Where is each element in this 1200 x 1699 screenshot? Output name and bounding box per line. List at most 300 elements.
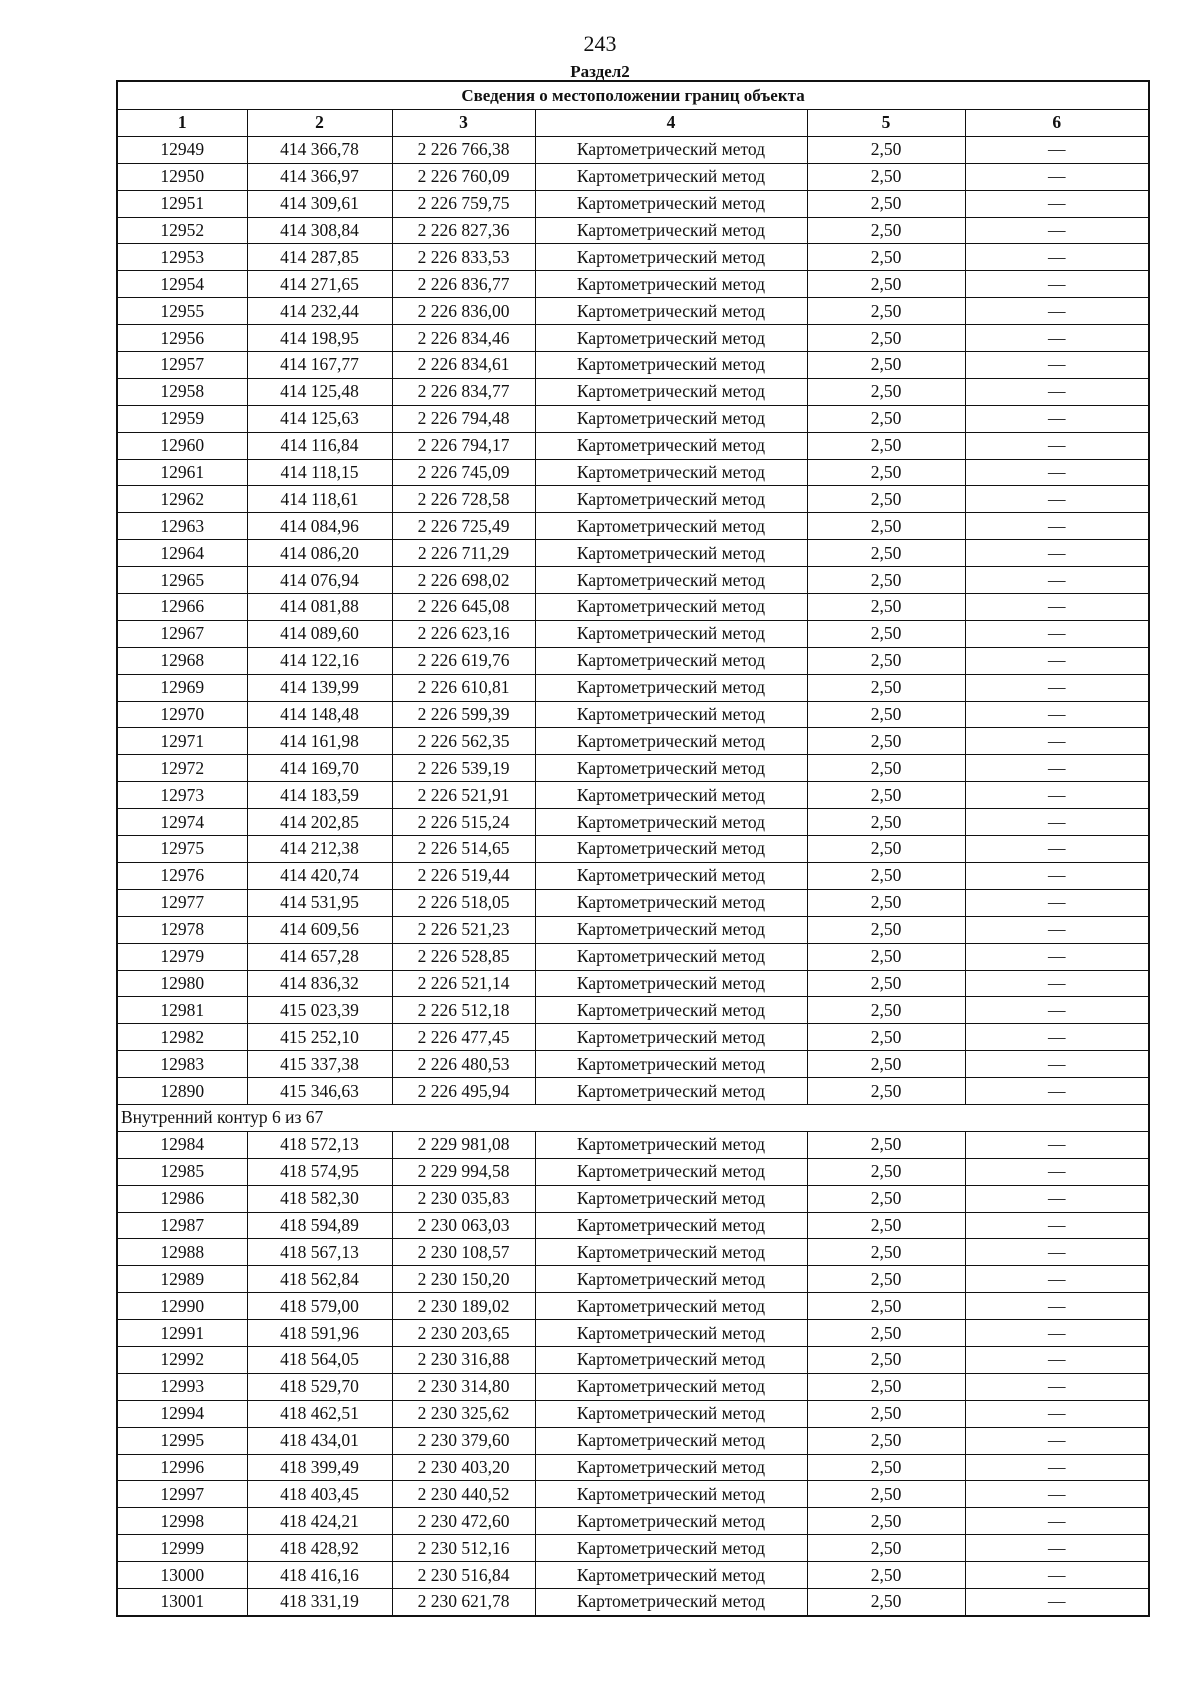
point-number-cell: 12980 — [117, 970, 247, 997]
method-cell: Картометрический метод — [535, 1588, 807, 1615]
accuracy-cell: 2,50 — [807, 1131, 965, 1158]
table-row — [117, 486, 1149, 513]
x-coordinate-cell: 418 424,21 — [247, 1508, 392, 1535]
table-row — [117, 647, 1149, 674]
point-number-cell: 12998 — [117, 1508, 247, 1535]
table-row — [117, 1185, 1149, 1212]
column-number-3: 3 — [392, 110, 535, 137]
y-coordinate-cell: 2 226 794,48 — [392, 405, 535, 432]
description-cell: — — [965, 217, 1149, 244]
table-row — [117, 1346, 1149, 1373]
accuracy-cell: 2,50 — [807, 271, 965, 298]
table-row — [117, 271, 1149, 298]
y-coordinate-cell: 2 230 512,16 — [392, 1535, 535, 1562]
x-coordinate-cell: 414 125,48 — [247, 378, 392, 405]
description-cell: — — [965, 809, 1149, 836]
description-cell: — — [965, 1588, 1149, 1615]
table-row — [117, 997, 1149, 1024]
accuracy-cell: 2,50 — [807, 728, 965, 755]
y-coordinate-cell: 2 230 379,60 — [392, 1427, 535, 1454]
description-cell: — — [965, 674, 1149, 701]
method-cell: Картометрический метод — [535, 1346, 807, 1373]
point-number-cell: 13000 — [117, 1562, 247, 1589]
method-cell: Картометрический метод — [535, 1266, 807, 1293]
y-coordinate-cell: 2 226 698,02 — [392, 567, 535, 594]
accuracy-cell: 2,50 — [807, 567, 965, 594]
table-row — [117, 432, 1149, 459]
y-coordinate-cell: 2 226 515,24 — [392, 809, 535, 836]
x-coordinate-cell: 418 564,05 — [247, 1346, 392, 1373]
table-row — [117, 540, 1149, 567]
x-coordinate-cell: 414 657,28 — [247, 943, 392, 970]
accuracy-cell: 2,50 — [807, 1481, 965, 1508]
accuracy-cell: 2,50 — [807, 889, 965, 916]
x-coordinate-cell: 418 416,16 — [247, 1562, 392, 1589]
point-number-cell: 12999 — [117, 1535, 247, 1562]
x-coordinate-cell: 414 122,16 — [247, 647, 392, 674]
table-row — [117, 1400, 1149, 1427]
accuracy-cell: 2,50 — [807, 244, 965, 271]
method-cell: Картометрический метод — [535, 1400, 807, 1427]
table-row — [117, 325, 1149, 352]
table-row — [117, 136, 1149, 163]
x-coordinate-cell: 418 529,70 — [247, 1373, 392, 1400]
method-cell: Картометрический метод — [535, 244, 807, 271]
description-cell: — — [965, 943, 1149, 970]
description-cell: — — [965, 701, 1149, 728]
y-coordinate-cell: 2 226 728,58 — [392, 486, 535, 513]
point-number-cell: 12951 — [117, 190, 247, 217]
x-coordinate-cell: 415 252,10 — [247, 1024, 392, 1051]
x-coordinate-cell: 418 403,45 — [247, 1481, 392, 1508]
point-number-cell: 12964 — [117, 540, 247, 567]
x-coordinate-cell: 414 148,48 — [247, 701, 392, 728]
x-coordinate-cell: 414 076,94 — [247, 567, 392, 594]
table-caption: Сведения о местоположении границ объекта — [117, 81, 1149, 110]
point-number-cell: 12949 — [117, 136, 247, 163]
y-coordinate-cell: 2 226 833,53 — [392, 244, 535, 271]
point-number-cell: 12968 — [117, 647, 247, 674]
method-cell: Картометрический метод — [535, 190, 807, 217]
table-row — [117, 809, 1149, 836]
y-coordinate-cell: 2 229 994,58 — [392, 1158, 535, 1185]
x-coordinate-cell: 414 084,96 — [247, 513, 392, 540]
description-cell: — — [965, 298, 1149, 325]
accuracy-cell: 2,50 — [807, 486, 965, 513]
table-row — [117, 1562, 1149, 1589]
description-cell: — — [965, 190, 1149, 217]
description-cell: — — [965, 862, 1149, 889]
point-number-cell: 12981 — [117, 997, 247, 1024]
point-number-cell: 12993 — [117, 1373, 247, 1400]
point-number-cell: 12950 — [117, 163, 247, 190]
description-cell: — — [965, 405, 1149, 432]
point-number-cell: 12974 — [117, 809, 247, 836]
point-number-cell: 12986 — [117, 1185, 247, 1212]
point-number-cell: 12963 — [117, 513, 247, 540]
point-number-cell: 12978 — [117, 916, 247, 943]
point-number-cell: 12996 — [117, 1454, 247, 1481]
table-caption-row — [117, 81, 1149, 110]
x-coordinate-cell: 415 337,38 — [247, 1051, 392, 1078]
table-row — [117, 1266, 1149, 1293]
point-number-cell: 12992 — [117, 1346, 247, 1373]
accuracy-cell: 2,50 — [807, 1051, 965, 1078]
section-title: Раздел2 — [570, 62, 630, 81]
y-coordinate-cell: 2 226 836,77 — [392, 271, 535, 298]
x-coordinate-cell: 418 579,00 — [247, 1293, 392, 1320]
method-cell: Картометрический метод — [535, 755, 807, 782]
y-coordinate-cell: 2 226 759,75 — [392, 190, 535, 217]
x-coordinate-cell: 418 594,89 — [247, 1212, 392, 1239]
accuracy-cell: 2,50 — [807, 674, 965, 701]
method-cell: Картометрический метод — [535, 594, 807, 621]
point-number-cell: 12989 — [117, 1266, 247, 1293]
y-coordinate-cell: 2 226 521,23 — [392, 916, 535, 943]
table-row — [117, 1588, 1149, 1615]
description-cell: — — [965, 378, 1149, 405]
table-row — [117, 405, 1149, 432]
table-row — [117, 782, 1149, 809]
description-cell: — — [965, 1346, 1149, 1373]
description-cell: — — [965, 1051, 1149, 1078]
x-coordinate-cell: 414 086,20 — [247, 540, 392, 567]
accuracy-cell: 2,50 — [807, 136, 965, 163]
table-row — [117, 620, 1149, 647]
accuracy-cell: 2,50 — [807, 1320, 965, 1347]
column-number-5: 5 — [807, 110, 965, 137]
table-row — [117, 1078, 1149, 1105]
table-row — [117, 1158, 1149, 1185]
point-number-cell: 12971 — [117, 728, 247, 755]
description-cell: — — [965, 136, 1149, 163]
y-coordinate-cell: 2 230 035,83 — [392, 1185, 535, 1212]
accuracy-cell: 2,50 — [807, 997, 965, 1024]
x-coordinate-cell: 414 116,84 — [247, 432, 392, 459]
accuracy-cell: 2,50 — [807, 1454, 965, 1481]
method-cell: Картометрический метод — [535, 889, 807, 916]
description-cell: — — [965, 755, 1149, 782]
method-cell: Картометрический метод — [535, 378, 807, 405]
point-number-cell: 12977 — [117, 889, 247, 916]
y-coordinate-cell: 2 226 794,17 — [392, 432, 535, 459]
point-number-cell: 12957 — [117, 352, 247, 379]
x-coordinate-cell: 414 118,15 — [247, 459, 392, 486]
y-coordinate-cell: 2 226 562,35 — [392, 728, 535, 755]
table-row — [117, 1427, 1149, 1454]
accuracy-cell: 2,50 — [807, 513, 965, 540]
method-cell: Картометрический метод — [535, 136, 807, 163]
description-cell: — — [965, 271, 1149, 298]
method-cell: Картометрический метод — [535, 567, 807, 594]
description-cell: — — [965, 1373, 1149, 1400]
method-cell: Картометрический метод — [535, 217, 807, 244]
column-number-1: 1 — [117, 110, 247, 137]
table-row — [117, 1131, 1149, 1158]
contour-label: Внутренний контур 6 из 67 — [117, 1104, 1149, 1131]
description-cell: — — [965, 889, 1149, 916]
x-coordinate-cell: 414 183,59 — [247, 782, 392, 809]
method-cell: Картометрический метод — [535, 271, 807, 298]
point-number-cell: 12991 — [117, 1320, 247, 1347]
table-row — [117, 1481, 1149, 1508]
y-coordinate-cell: 2 226 518,05 — [392, 889, 535, 916]
y-coordinate-cell: 2 230 150,20 — [392, 1266, 535, 1293]
point-number-cell: 12955 — [117, 298, 247, 325]
method-cell: Картометрический метод — [535, 916, 807, 943]
method-cell: Картометрический метод — [535, 1078, 807, 1105]
y-coordinate-cell: 2 226 519,44 — [392, 862, 535, 889]
column-number-2: 2 — [247, 110, 392, 137]
description-cell: — — [965, 567, 1149, 594]
method-cell: Картометрический метод — [535, 1212, 807, 1239]
point-number-cell: 12953 — [117, 244, 247, 271]
table-row — [117, 1051, 1149, 1078]
table-row — [117, 163, 1149, 190]
table-row — [117, 378, 1149, 405]
method-cell: Картометрический метод — [535, 1481, 807, 1508]
description-cell: — — [965, 352, 1149, 379]
x-coordinate-cell: 418 428,92 — [247, 1535, 392, 1562]
point-number-cell: 12972 — [117, 755, 247, 782]
boundary-coordinates-table — [116, 80, 1150, 1617]
point-number-cell: 12960 — [117, 432, 247, 459]
accuracy-cell: 2,50 — [807, 1293, 965, 1320]
x-coordinate-cell: 414 198,95 — [247, 325, 392, 352]
accuracy-cell: 2,50 — [807, 1588, 965, 1615]
y-coordinate-cell: 2 230 108,57 — [392, 1239, 535, 1266]
point-number-cell: 12994 — [117, 1400, 247, 1427]
x-coordinate-cell: 414 308,84 — [247, 217, 392, 244]
column-number-row — [117, 110, 1149, 137]
description-cell: — — [965, 1508, 1149, 1535]
y-coordinate-cell: 2 226 711,29 — [392, 540, 535, 567]
point-number-cell: 12956 — [117, 325, 247, 352]
table-row — [117, 459, 1149, 486]
y-coordinate-cell: 2 230 314,80 — [392, 1373, 535, 1400]
accuracy-cell: 2,50 — [807, 755, 965, 782]
y-coordinate-cell: 2 230 203,65 — [392, 1320, 535, 1347]
description-cell: — — [965, 1078, 1149, 1105]
method-cell: Картометрический метод — [535, 782, 807, 809]
method-cell: Картометрический метод — [535, 459, 807, 486]
accuracy-cell: 2,50 — [807, 1508, 965, 1535]
accuracy-cell: 2,50 — [807, 1266, 965, 1293]
table-row — [117, 1293, 1149, 1320]
method-cell: Картометрический метод — [535, 728, 807, 755]
description-cell: — — [965, 163, 1149, 190]
description-cell: — — [965, 325, 1149, 352]
point-number-cell: 12965 — [117, 567, 247, 594]
accuracy-cell: 2,50 — [807, 325, 965, 352]
point-number-cell: 12952 — [117, 217, 247, 244]
x-coordinate-cell: 418 572,13 — [247, 1131, 392, 1158]
method-cell: Картометрический метод — [535, 836, 807, 863]
y-coordinate-cell: 2 226 834,46 — [392, 325, 535, 352]
description-cell: — — [965, 1024, 1149, 1051]
method-cell: Картометрический метод — [535, 701, 807, 728]
accuracy-cell: 2,50 — [807, 1024, 965, 1051]
y-coordinate-cell: 2 230 316,88 — [392, 1346, 535, 1373]
method-cell: Картометрический метод — [535, 1051, 807, 1078]
y-coordinate-cell: 2 226 623,16 — [392, 620, 535, 647]
y-coordinate-cell: 2 230 403,20 — [392, 1454, 535, 1481]
x-coordinate-cell: 414 609,56 — [247, 916, 392, 943]
x-coordinate-cell: 414 118,61 — [247, 486, 392, 513]
x-coordinate-cell: 414 161,98 — [247, 728, 392, 755]
y-coordinate-cell: 2 226 514,65 — [392, 836, 535, 863]
method-cell: Картометрический метод — [535, 1158, 807, 1185]
accuracy-cell: 2,50 — [807, 1535, 965, 1562]
table-row — [117, 594, 1149, 621]
point-number-cell: 12959 — [117, 405, 247, 432]
method-cell: Картометрический метод — [535, 325, 807, 352]
table-row — [117, 190, 1149, 217]
accuracy-cell: 2,50 — [807, 1185, 965, 1212]
method-cell: Картометрический метод — [535, 1293, 807, 1320]
x-coordinate-cell: 414 366,78 — [247, 136, 392, 163]
x-coordinate-cell: 418 582,30 — [247, 1185, 392, 1212]
y-coordinate-cell: 2 230 063,03 — [392, 1212, 535, 1239]
y-coordinate-cell: 2 226 477,45 — [392, 1024, 535, 1051]
table-row — [117, 701, 1149, 728]
description-cell: — — [965, 1454, 1149, 1481]
accuracy-cell: 2,50 — [807, 1562, 965, 1589]
description-cell: — — [965, 1185, 1149, 1212]
y-coordinate-cell: 2 226 512,18 — [392, 997, 535, 1024]
y-coordinate-cell: 2 226 480,53 — [392, 1051, 535, 1078]
x-coordinate-cell: 418 567,13 — [247, 1239, 392, 1266]
x-coordinate-cell: 418 462,51 — [247, 1400, 392, 1427]
table-row — [117, 916, 1149, 943]
method-cell: Картометрический метод — [535, 1508, 807, 1535]
table-row — [117, 889, 1149, 916]
x-coordinate-cell: 418 562,84 — [247, 1266, 392, 1293]
accuracy-cell: 2,50 — [807, 378, 965, 405]
description-cell: — — [965, 1212, 1149, 1239]
description-cell: — — [965, 1158, 1149, 1185]
point-number-cell: 12967 — [117, 620, 247, 647]
method-cell: Картометрический метод — [535, 352, 807, 379]
method-cell: Картометрический метод — [535, 862, 807, 889]
table-row — [117, 755, 1149, 782]
description-cell: — — [965, 916, 1149, 943]
description-cell: — — [965, 728, 1149, 755]
point-number-cell: 12985 — [117, 1158, 247, 1185]
method-cell: Картометрический метод — [535, 647, 807, 674]
accuracy-cell: 2,50 — [807, 540, 965, 567]
page-number: 243 — [583, 31, 617, 56]
description-cell: — — [965, 1400, 1149, 1427]
table-row — [117, 298, 1149, 325]
table-header — [117, 81, 1149, 136]
point-number-cell: 12976 — [117, 862, 247, 889]
method-cell: Картометрический метод — [535, 997, 807, 1024]
table-row — [117, 1454, 1149, 1481]
description-cell: — — [965, 1266, 1149, 1293]
table-row — [117, 1535, 1149, 1562]
accuracy-cell: 2,50 — [807, 836, 965, 863]
point-number-cell: 12954 — [117, 271, 247, 298]
method-cell: Картометрический метод — [535, 298, 807, 325]
method-cell: Картометрический метод — [535, 1427, 807, 1454]
point-number-cell: 12982 — [117, 1024, 247, 1051]
description-cell: — — [965, 1535, 1149, 1562]
x-coordinate-cell: 414 202,85 — [247, 809, 392, 836]
description-cell: — — [965, 1293, 1149, 1320]
point-number-cell: 12890 — [117, 1078, 247, 1105]
accuracy-cell: 2,50 — [807, 594, 965, 621]
y-coordinate-cell: 2 230 472,60 — [392, 1508, 535, 1535]
accuracy-cell: 2,50 — [807, 1158, 965, 1185]
boundary-table-container — [116, 80, 1148, 1617]
description-cell: — — [965, 459, 1149, 486]
description-cell: — — [965, 1562, 1149, 1589]
method-cell: Картометрический метод — [535, 1024, 807, 1051]
method-cell: Картометрический метод — [535, 809, 807, 836]
point-number-cell: 12979 — [117, 943, 247, 970]
y-coordinate-cell: 2 226 528,85 — [392, 943, 535, 970]
x-coordinate-cell: 418 399,49 — [247, 1454, 392, 1481]
y-coordinate-cell: 2 226 725,49 — [392, 513, 535, 540]
y-coordinate-cell: 2 226 645,08 — [392, 594, 535, 621]
accuracy-cell: 2,50 — [807, 1212, 965, 1239]
x-coordinate-cell: 414 081,88 — [247, 594, 392, 621]
description-cell: — — [965, 486, 1149, 513]
accuracy-cell: 2,50 — [807, 943, 965, 970]
y-coordinate-cell: 2 230 516,84 — [392, 1562, 535, 1589]
y-coordinate-cell: 2 230 325,62 — [392, 1400, 535, 1427]
description-cell: — — [965, 1427, 1149, 1454]
method-cell: Картометрический метод — [535, 513, 807, 540]
point-number-cell: 12997 — [117, 1481, 247, 1508]
x-coordinate-cell: 414 089,60 — [247, 620, 392, 647]
table-row — [117, 728, 1149, 755]
method-cell: Картометрический метод — [535, 970, 807, 997]
point-number-cell: 12995 — [117, 1427, 247, 1454]
table-row — [117, 674, 1149, 701]
description-cell: — — [965, 540, 1149, 567]
accuracy-cell: 2,50 — [807, 298, 965, 325]
method-cell: Картометрический метод — [535, 1320, 807, 1347]
method-cell: Картометрический метод — [535, 1239, 807, 1266]
table-row — [117, 567, 1149, 594]
point-number-cell: 12961 — [117, 459, 247, 486]
table-row — [117, 217, 1149, 244]
table-row — [117, 836, 1149, 863]
y-coordinate-cell: 2 229 981,08 — [392, 1131, 535, 1158]
method-cell: Картометрический метод — [535, 163, 807, 190]
column-number-4: 4 — [535, 110, 807, 137]
table-row — [117, 1024, 1149, 1051]
method-cell: Картометрический метод — [535, 540, 807, 567]
table-row — [117, 943, 1149, 970]
description-cell: — — [965, 1131, 1149, 1158]
point-number-cell: 12987 — [117, 1212, 247, 1239]
description-cell: — — [965, 647, 1149, 674]
y-coordinate-cell: 2 226 834,61 — [392, 352, 535, 379]
point-number-cell: 12983 — [117, 1051, 247, 1078]
y-coordinate-cell: 2 226 539,19 — [392, 755, 535, 782]
accuracy-cell: 2,50 — [807, 970, 965, 997]
accuracy-cell: 2,50 — [807, 1373, 965, 1400]
accuracy-cell: 2,50 — [807, 1346, 965, 1373]
point-number-cell: 12973 — [117, 782, 247, 809]
y-coordinate-cell: 2 226 766,38 — [392, 136, 535, 163]
table-row — [117, 513, 1149, 540]
x-coordinate-cell: 414 531,95 — [247, 889, 392, 916]
table-row — [117, 244, 1149, 271]
